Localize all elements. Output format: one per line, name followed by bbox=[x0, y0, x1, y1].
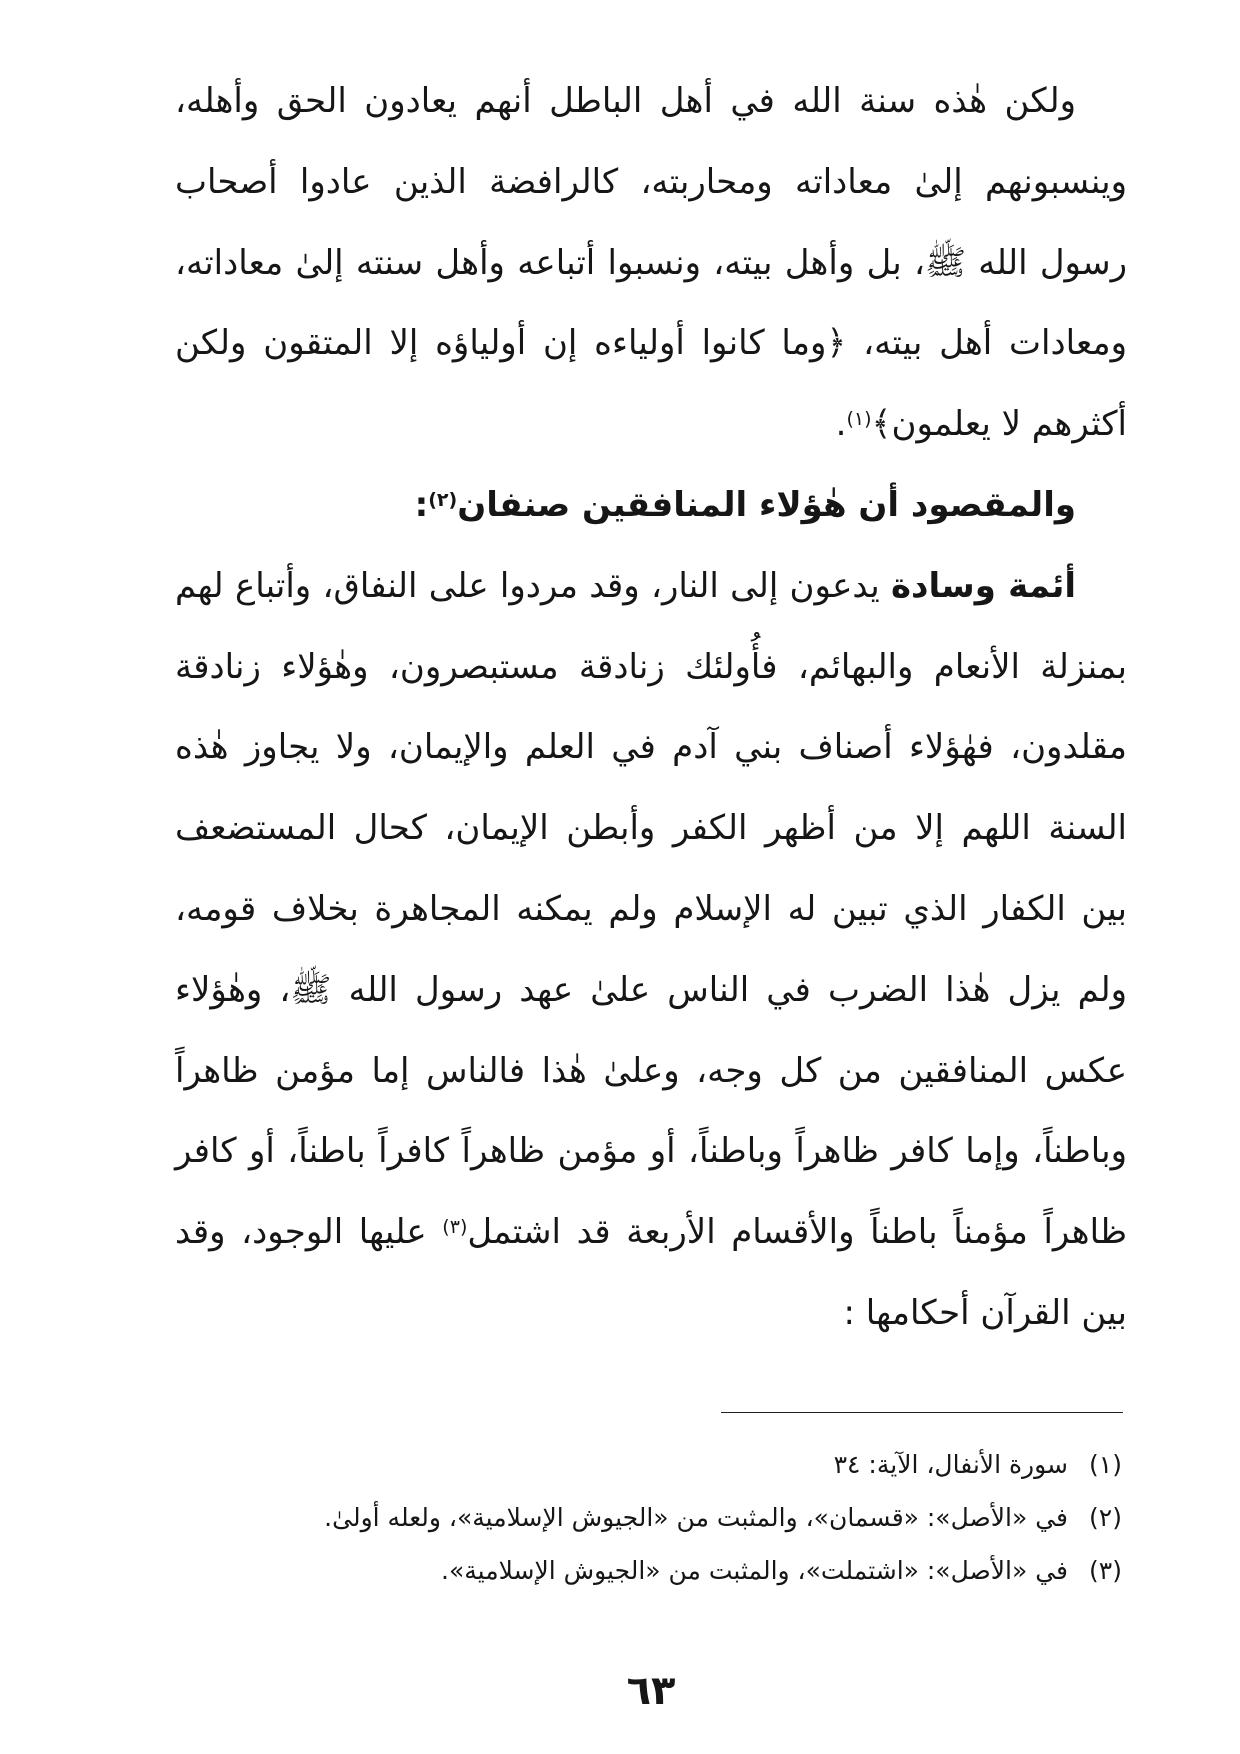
text-line: ولكن هٰذه سنة الله في أهل الباطل أنهم يعادون الحق وأهله، bbox=[175, 81, 1076, 121]
footnote-item bbox=[175, 1438, 1122, 1491]
heading-end-punctuation: : bbox=[414, 484, 429, 525]
footnote-text: في «الأصل»: «اشتملت»، والمثبت من «الجيوش الإسلامية». bbox=[441, 1556, 1068, 1585]
text-line-content: أكثرهم لا يعلمون﴾ bbox=[871, 404, 1127, 445]
text-line-content: عليها الوجود، وقد bbox=[175, 1212, 443, 1253]
page-number: ٦٣ bbox=[626, 1668, 676, 1714]
text-line-content: ظاهراً مؤمناً باطناً والأقسام الأربعة قد اشتمل bbox=[467, 1212, 1128, 1253]
text-line: وباطناً، وإما كافر ظاهراً وباطناً، أو مؤمن ظاهراً كافراً باطناً، أو كافر bbox=[175, 1131, 1127, 1172]
footnote-text: في «الأصل»: «قسمان»، والمثبت من «الجيوش الإسلامية»، ولعله أولىٰ. bbox=[324, 1503, 1068, 1532]
bold-lead-text: أئمة وسادة bbox=[890, 565, 1076, 606]
footnote-item bbox=[175, 1544, 1122, 1597]
text-line: بين الكفار الذي تبين له الإسلام ولم يمكنه المجاهرة بخلاف قومه، bbox=[175, 888, 1127, 929]
footnote-number: (١) bbox=[1089, 1450, 1122, 1479]
footnote-item bbox=[175, 1491, 1122, 1544]
line-end-punctuation: . bbox=[835, 404, 847, 445]
text-line-content: يدعون إلى النار، وقد مردوا على النفاق، وأتباع لهم bbox=[175, 565, 891, 606]
footnote-ref-1: (١) bbox=[846, 407, 872, 430]
text-line bbox=[175, 546, 1127, 627]
text-line: بمنزلة الأنعام والبهائم، فأُولئك زنادقة مستبصرون، وهٰؤلاء زنادقة bbox=[175, 646, 1127, 687]
footnote-text: سورة الأنفال، الآية: ٣٤ bbox=[833, 1450, 1068, 1479]
footnote-ref-3: (٣) bbox=[442, 1215, 468, 1238]
footnote-number: (٢) bbox=[1089, 1503, 1122, 1532]
text-line: السنة اللهم إلا من أظهر الكفر وأبطن الإيمان، كحال المستضعف bbox=[175, 808, 1127, 849]
text-line-last: بين القرآن أحكامها : bbox=[843, 1292, 1127, 1333]
section-heading-text: والمقصود أن هٰؤلاء المنافقين صنفان bbox=[457, 484, 1076, 525]
footnote-separator bbox=[721, 1412, 1123, 1413]
text-line: وينسبونهم إلىٰ معاداته ومحاربته، كالرافضة الذين عادوا أصحاب bbox=[175, 161, 1127, 202]
text-line: ولم يزل هٰذا الضرب في الناس علىٰ عهد رسول الله ﷺ، وهٰؤلاء bbox=[175, 969, 1127, 1010]
main-text bbox=[175, 61, 1127, 1354]
footnote-number: (٣) bbox=[1089, 1556, 1122, 1585]
text-line: رسول الله ﷺ، بل وأهل بيته، ونسبوا أتباعه وأهل سنته إلىٰ معاداته، bbox=[175, 242, 1127, 283]
text-line: ومعادات أهل بيته، ﴿وما كانوا أولياءه إن أولياؤه إلا المتقون ولكن bbox=[175, 323, 1127, 364]
section-heading bbox=[175, 465, 1127, 546]
text-line: مقلدون، فهٰؤلاء أصناف بني آدم في العلم والإيمان، ولا يجاوز هٰذه bbox=[175, 727, 1127, 768]
text-line-last bbox=[175, 384, 1127, 465]
footnote-ref-2: (٢) bbox=[428, 488, 458, 511]
text-line: عكس المنافقين من كل وجه، وعلىٰ هٰذا فالناس إما مؤمن ظاهراً bbox=[175, 1050, 1127, 1091]
paragraph-1 bbox=[175, 61, 1127, 465]
paragraph-2 bbox=[175, 546, 1127, 1354]
text-line bbox=[175, 1192, 1127, 1273]
footnotes bbox=[175, 1438, 1122, 1597]
